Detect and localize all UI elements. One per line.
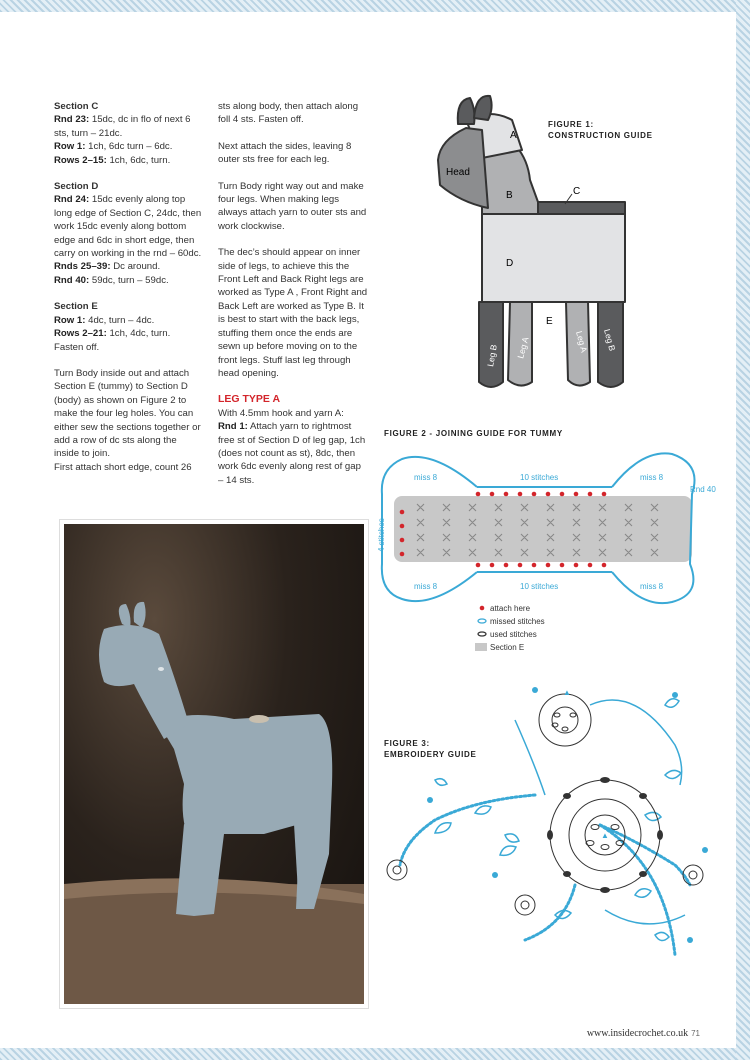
section-c-heading: Section C [54,101,99,112]
leg-hook: With 4.5mm hook and yarn A: [218,407,344,419]
fig1-label-c: C [573,186,581,197]
stem-low [605,910,685,924]
legend-attach-here: attach here [490,604,531,613]
leg-rnd1-label: Rnd 1: [218,421,248,433]
leaves [435,699,681,941]
fig1-label-head: Head [446,167,470,178]
fig1-label-d: D [506,258,514,269]
page-border-top [0,0,750,12]
section-c [54,100,202,167]
miss-8-top-right: miss 8 [640,473,664,482]
joining-guide-figure [372,444,717,664]
footer-url[interactable]: www.insidecrochet.co.uk [586,1028,689,1039]
section-c-rnd23: 15dc, dc in flo of next 6 sts, turn – 21dc. [54,114,191,139]
leg-type-a-heading: LEG TYPE A [218,393,281,406]
attach-para: sts along body, then attach along foll 4 sts. Fasten off. [218,101,359,126]
ear-left [458,98,475,124]
flower-top [539,694,591,746]
body-d [482,210,625,302]
svg-text:▲: ▲ [601,831,609,840]
section-d-rnds-label: Rnds 25–39: [54,261,111,273]
miss-8-bottom-left: miss 8 [414,582,438,591]
figure-3-caption: EMBROIDERY GUIDE [384,750,477,759]
four-stitches-label: 4 stitches [377,518,386,552]
section-e-rows: 1ch, 4dc, turn. Fasten off. [54,328,171,353]
figure-2-title: FIGURE 2 - JOINING GUIDE FOR TUMMY [384,429,563,438]
join-instructions [54,367,202,474]
vine-left [400,795,535,865]
sides-para: Next attach the sides, leaving 8 outer sts free for each leg. [218,140,352,166]
section-c-row1-label: Row 1: [54,141,86,153]
join-para: Turn Body inside out and attach Section E (tummy) to Section D (body) as shown on Figure 2 to make the four leg holes. You can either sew the sections together or add a row of dc sts along the inside to join. [54,367,201,460]
vine-bottom [525,885,575,940]
construction-guide-figure [420,90,640,395]
ten-stitches-top: 10 stitches [520,473,559,482]
fig1-label-leg-a-1: Leg A [515,335,531,360]
section-d-rnd24-label: Rnd 24: [54,194,90,206]
fig1-label-leg-a-2: Leg A [574,329,590,354]
section-d-rnd40: 59dc, turn – 59dc. [89,274,169,286]
page-number: 71 [691,1029,700,1038]
section-c-rows-label: Rows 2–15: [54,154,107,166]
section-c-row1: 1ch, 6dc turn – 6dc. [85,141,173,153]
page-border-right [736,0,750,1060]
stem-mid [515,720,545,795]
section-d-rnd24: 15dc evenly along top long edge of Section C, 24dc, then work 15dc evenly along bottom edge and 6dc in short edge, then carry on working in the rnd – 60dc. [54,194,202,260]
section-e [54,300,202,354]
page-footer [587,1028,700,1039]
miss-8-bottom-right: miss 8 [640,582,664,591]
fig1-label-e: E [546,316,553,327]
fig1-label-leg-b-2: Leg B [602,327,618,352]
leg-rnd1: Attach yarn to rightmost free st of Section D of leg gap, 1ch (does not count as st), 8dc, then work 6dc evenly along rest of gap – 14 sts. [218,421,366,486]
rnd-40-label: Rnd 40 [690,485,716,494]
legend-used-stitches: used stitches [490,630,537,639]
ear-right [474,96,492,120]
section-e-row1: 4dc, turn – 4dc. [85,314,155,326]
crochet-horse-photo [60,520,368,1008]
miss-8-top-left: miss 8 [414,473,438,482]
legs-para: Turn Body right way out and make four legs. When making legs always attach yarn to outer sts and work clockwise. [218,180,367,232]
page-border-bottom [0,1048,750,1060]
section-d-rnd40-label: Rnd 40: [54,274,90,286]
fig1-label-leg-b-1: Leg B [485,343,499,368]
section-e-row1-label: Row 1: [54,314,86,326]
section-c-rows: 1ch, 6dc, turn. [106,154,171,166]
legend-section-e: Section E [490,643,525,652]
leg-type-a [218,393,368,487]
dec-para: The dec’s should appear on inner side of legs, to achieve this the Front Left and Back Right legs are worked as Type A , Front Right and Back Left are worked as Type B. It is best to start with the back legs, stuffing them once the ends are sewn up before moving on to the front legs. Stuff last leg through head opening. [218,247,368,379]
svg-text:▲: ▲ [563,688,571,697]
horse-illustration [64,524,364,1004]
section-c-strip [538,202,625,214]
section-d [54,180,202,287]
figure-1-caption: CONSTRUCTION GUIDE [548,131,653,140]
text-column-1 [54,100,202,474]
section-d-rnds: Dc around. [110,261,161,273]
join-para-2: First attach short edge, count 26 [54,461,192,473]
section-e-block [394,496,692,562]
figure-1-number: FIGURE 1: [548,120,594,129]
section-e-heading: Section E [54,301,98,313]
ten-stitches-bottom: 10 stitches [520,582,559,591]
fig1-label-b: B [506,190,513,201]
text-column-2 [218,100,368,487]
fig1-label-a: A [510,130,517,141]
figure-3-number: FIGURE 3: [384,739,430,748]
embroidery-guide-figure [375,665,720,970]
legend-missed-stitches: missed stitches [490,617,545,626]
section-c-rnd23-label: Rnd 23: [54,114,90,126]
section-d-heading: Section D [54,181,99,193]
section-e-rows-label: Rows 2–21: [54,328,107,340]
